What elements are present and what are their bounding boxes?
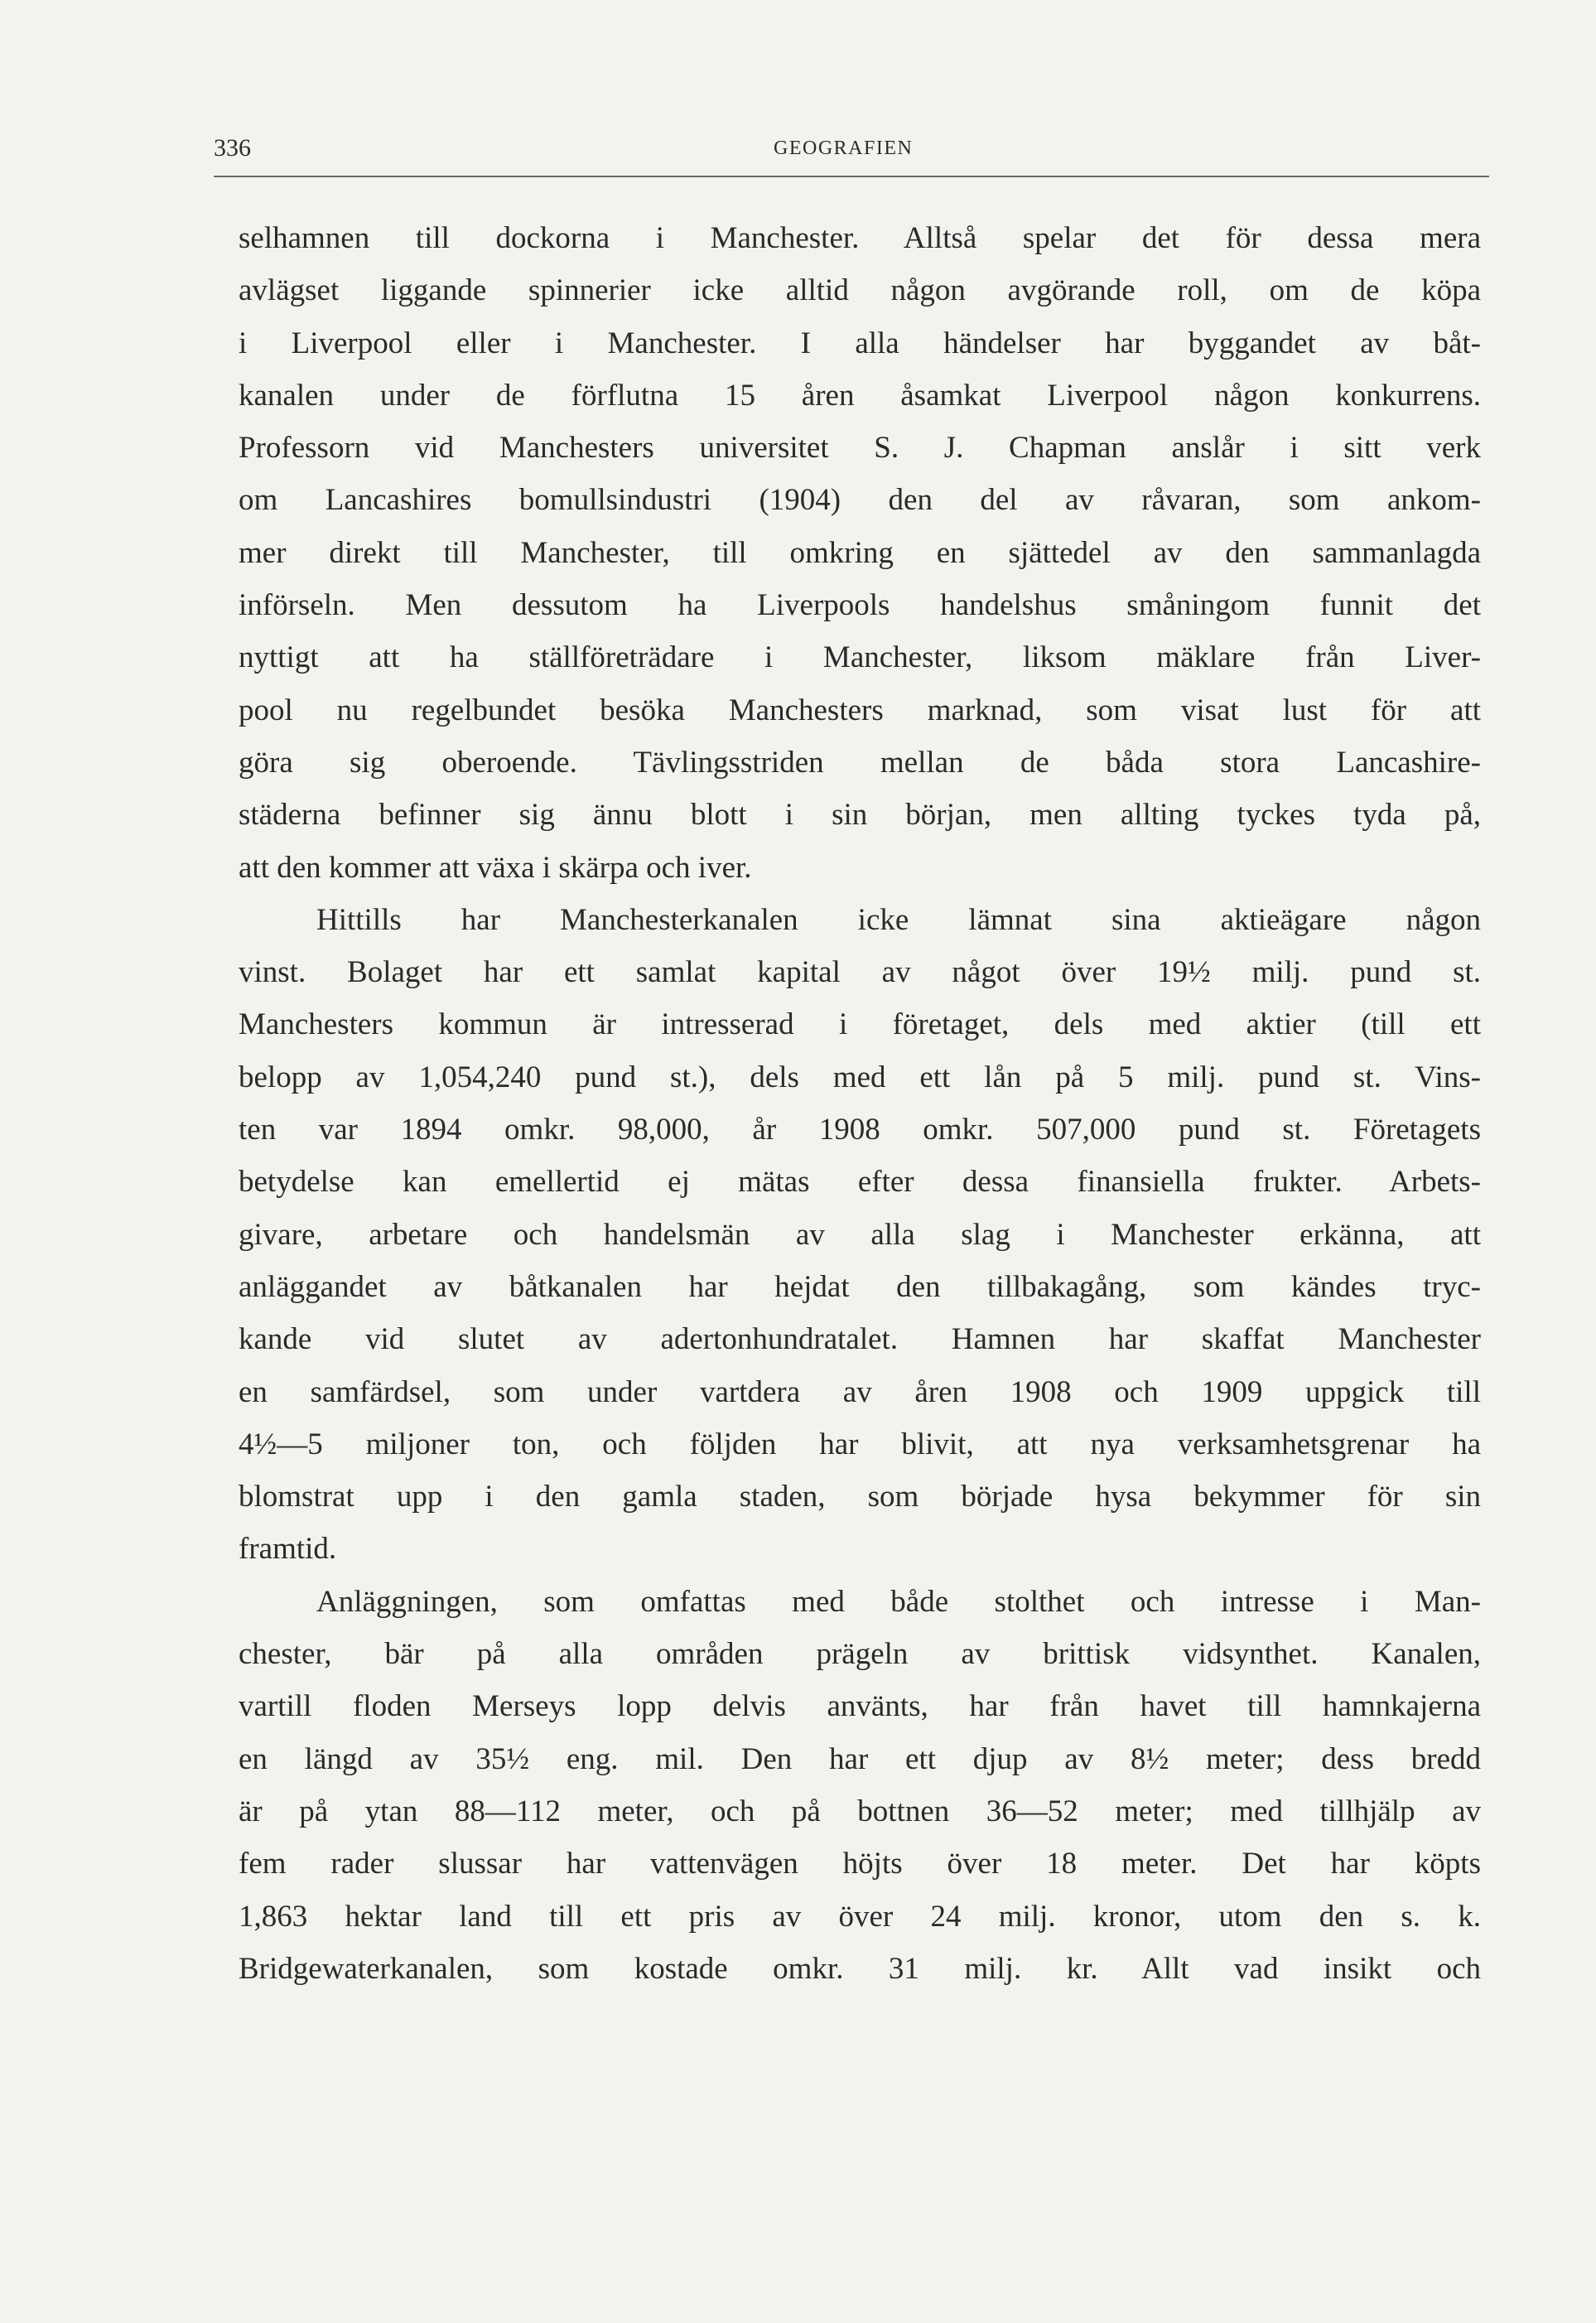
body-text	[239, 212, 1481, 1995]
text-line: i Liverpool eller i Manchester. I alla händelser har byggandet av båt-	[239, 326, 1481, 360]
text-line: avlägset liggande spinnerier icke alltid någon avgörande roll, om de köpa	[239, 273, 1481, 308]
text-line: att den kommer att växa i skärpa och iver.	[239, 850, 752, 885]
text-line: fem rader slussar har vattenvägen höjts över 18 meter. Det har köpts	[239, 1847, 1481, 1881]
text-line: om Lancashires bomullsindustri (1904) den del av råvaran, som ankom-	[239, 483, 1481, 518]
text-line: kanalen under de förflutna 15 åren åsamkat Liverpool någon konkurrens.	[239, 378, 1481, 413]
text-line: 1,863 hektar land till ett pris av över 24 milj. kronor, utom den s. k.	[239, 1899, 1481, 1934]
page-header	[214, 134, 1489, 176]
text-line: en samfärdsel, som under vartdera av åren 1908 och 1909 uppgick till	[239, 1374, 1481, 1409]
text-line: givare, arbetare och handelsmän av alla slag i Manchester erkänna, att	[239, 1217, 1481, 1252]
text-line: Hittills har Manchesterkanalen icke lämnat sina aktieägare någon	[316, 902, 1481, 937]
text-line: en längd av 35½ eng. mil. Den har ett djup av 8½ meter; dess bredd	[239, 1741, 1481, 1776]
text-line: 4½—5 miljoner ton, och följden har blivit, att nya verksamhetsgrenar ha	[239, 1427, 1481, 1461]
text-line: vinst. Bolaget har ett samlat kapital av något över 19½ milj. pund st.	[239, 955, 1481, 990]
text-line: mer direkt till Manchester, till omkring en sjättedel av den sammanlagda	[239, 535, 1481, 570]
running-head: GEOGRAFIEN	[774, 138, 914, 159]
text-line: selhamnen till dockorna i Manchester. Alltså spelar det för dessa mera	[239, 221, 1481, 255]
text-line: nyttigt att ha ställföreträdare i Manchester, liksom mäklare från Liver-	[239, 640, 1481, 675]
text-line: kande vid slutet av adertonhundratalet. Hamnen har skaffat Manchester	[239, 1322, 1481, 1357]
text-line: Bridgewaterkanalen, som kostade omkr. 31 milj. kr. Allt vad insikt och	[239, 1951, 1481, 1986]
text-line: betydelse kan emellertid ej mätas efter dessa finansiella frukter. Arbets-	[239, 1165, 1481, 1200]
text-line: pool nu regelbundet besöka Manchesters marknad, som visat lust för att	[239, 693, 1481, 727]
page-number: 336	[214, 134, 251, 162]
text-line: är på ytan 88—112 meter, och på bottnen 36—52 meter; med tillhjälp av	[239, 1794, 1481, 1828]
text-line: Manchesters kommun är intresserad i företaget, dels med aktier (till ett	[239, 1007, 1481, 1042]
text-line: införseln. Men dessutom ha Liverpools handelshus småningom funnit det	[239, 588, 1481, 623]
text-line: belopp av 1,054,240 pund st.), dels med ett lån på 5 milj. pund st. Vins-	[239, 1060, 1481, 1094]
text-line: ten var 1894 omkr. 98,000, år 1908 omkr. 507,000 pund st. Företagets	[239, 1113, 1481, 1147]
text-line: Professorn vid Manchesters universitet S. J. Chapman anslår i sitt verk	[239, 431, 1481, 466]
text-line: vartill floden Merseys lopp delvis använts, har från havet till hamnkajerna	[239, 1689, 1481, 1724]
text-line: Anläggningen, som omfattas med både stolthet och intresse i Man-	[316, 1584, 1481, 1619]
header-rule	[214, 176, 1489, 177]
text-line: anläggandet av båtkanalen har hejdat den tillbakagång, som kändes tryc-	[239, 1269, 1481, 1304]
text-line: framtid.	[239, 1532, 337, 1567]
text-line: chester, bär på alla områden prägeln av brittisk vidsynthet. Kanalen,	[239, 1637, 1481, 1672]
text-line: blomstrat upp i den gamla staden, som började hysa bekymmer för sin	[239, 1480, 1481, 1514]
text-line: göra sig oberoende. Tävlingsstriden mellan de båda stora Lancashire-	[239, 745, 1481, 780]
text-line: städerna befinner sig ännu blott i sin början, men allting tyckes tyda på,	[239, 798, 1481, 833]
